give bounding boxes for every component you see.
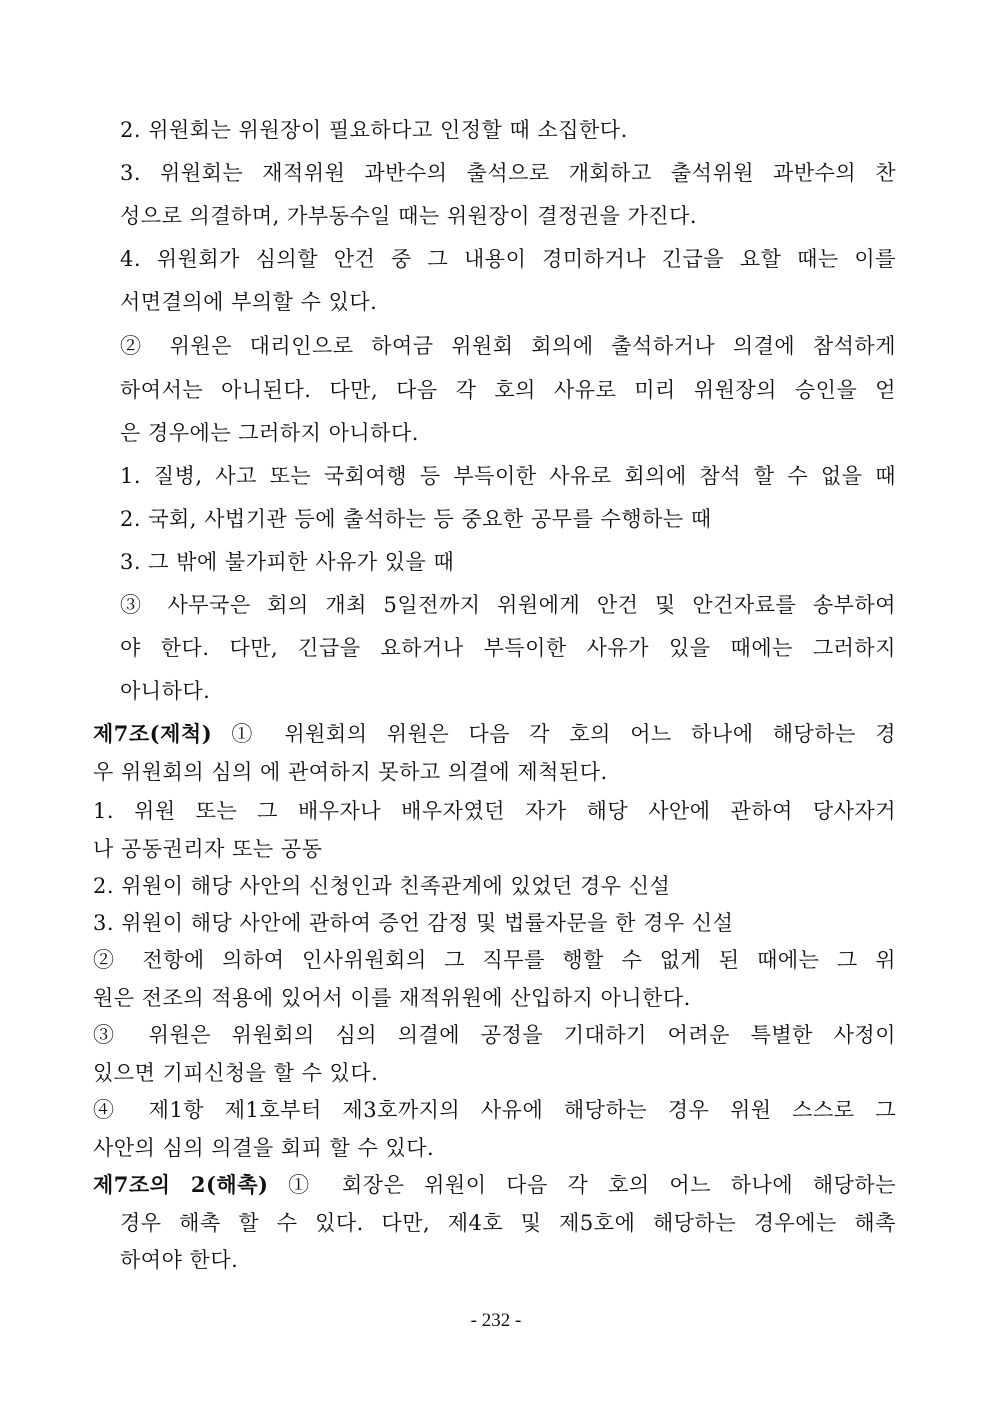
text-line: 나 공동권리자 또는 공동 (93, 837, 323, 861)
text-line: ② 전항에 의하여 인사위원회의 그 직무를 행할 수 없게 된 때에는 그 위 (93, 948, 896, 972)
text-line: 3. 위원이 해당 사안에 관하여 증언 감정 및 법률자문을 한 경우 신설 (93, 911, 734, 935)
text-line: 아니하다. (120, 679, 211, 703)
article-7-2-heading-line (93, 1170, 896, 1200)
text-line: 우 위원회의 심의 에 관여하지 못하고 의결에 제척된다. (93, 760, 608, 784)
text-line: 1. 위원 또는 그 배우자나 배우자였던 자가 해당 사안에 관하여 당사자거 (93, 799, 896, 823)
text-line: 3. 위원회는 재적위원 과반수의 출석으로 개회하고 출석위원 과반수의 찬 (120, 161, 896, 185)
text-line: 성으로 의결하며, 가부동수일 때는 위원장이 결정권을 가진다. (120, 204, 698, 228)
text-line: 경우 해촉 할 수 있다. 다만, 제4호 및 제5호에 해당하는 경우에는 해촉 (120, 1211, 896, 1235)
text-line: 서면결의에 부의할 수 있다. (120, 290, 378, 314)
text-line: 4. 위원회가 심의할 안건 중 그 내용이 경미하거나 긴급을 요할 때는 이를 (120, 247, 896, 271)
text-line: 3. 그 밖에 불가피한 사유가 있을 때 (120, 550, 455, 574)
text-line: 사안의 심의 의결을 회피 할 수 있다. (93, 1136, 435, 1160)
page-number: - 232 - (470, 1310, 522, 1331)
text-line: 있으면 기피신청을 할 수 있다. (93, 1061, 379, 1085)
article-text: ① 위원회의 위원은 다음 각 호의 어느 하나에 해당하는 경 (212, 722, 896, 746)
text-line: 하여서는 아니된다. 다만, 다음 각 호의 사유로 미리 위원장의 승인을 얻 (120, 378, 896, 402)
text-line: 2. 위원이 해당 사안의 신청인과 친족관계에 있었던 경우 신설 (93, 874, 671, 898)
text-line: 2. 국회, 사법기관 등에 출석하는 등 중요한 공무를 수행하는 때 (120, 507, 712, 531)
text-line: 야 한다. 다만, 긴급을 요하거나 부득이한 사유가 있을 때에는 그러하지 (120, 636, 896, 660)
article-title: 제7조(제척) (93, 721, 213, 746)
text-line: 2. 위원회는 위원장이 필요하다고 인정할 때 소집한다. (120, 118, 628, 142)
article-title: 제7조의 2(해촉) (93, 1172, 269, 1197)
text-line: 하여야 한다. (120, 1248, 239, 1272)
article-text: ① 회장은 위원이 다음 각 호의 어느 하나에 해당하는 (268, 1173, 896, 1197)
text-line: 은 경우에는 그러하지 아니하다. (120, 421, 419, 445)
text-line: ③ 사무국은 회의 개최 5일전까지 위원에게 안건 및 안건자료를 송부하여 (120, 593, 896, 617)
text-line: ② 위원은 대리인으로 하여금 위원회 회의에 출석하거나 의결에 참석하게 (120, 334, 896, 358)
text-line: ④ 제1항 제1호부터 제3호까지의 사유에 해당하는 경우 위원 스스로 그 (93, 1098, 896, 1122)
text-line: 1. 질병, 사고 또는 국회여행 등 부득이한 사유로 회의에 참석 할 수 없을 때 (120, 464, 896, 488)
text-line: 원은 전조의 적용에 있어서 이를 재적위원에 산입하지 아니한다. (93, 986, 691, 1010)
text-line: ③ 위원은 위원회의 심의 의결에 공정을 기대하기 어려운 특별한 사정이 (93, 1023, 896, 1047)
article-7-heading-line (93, 719, 896, 749)
